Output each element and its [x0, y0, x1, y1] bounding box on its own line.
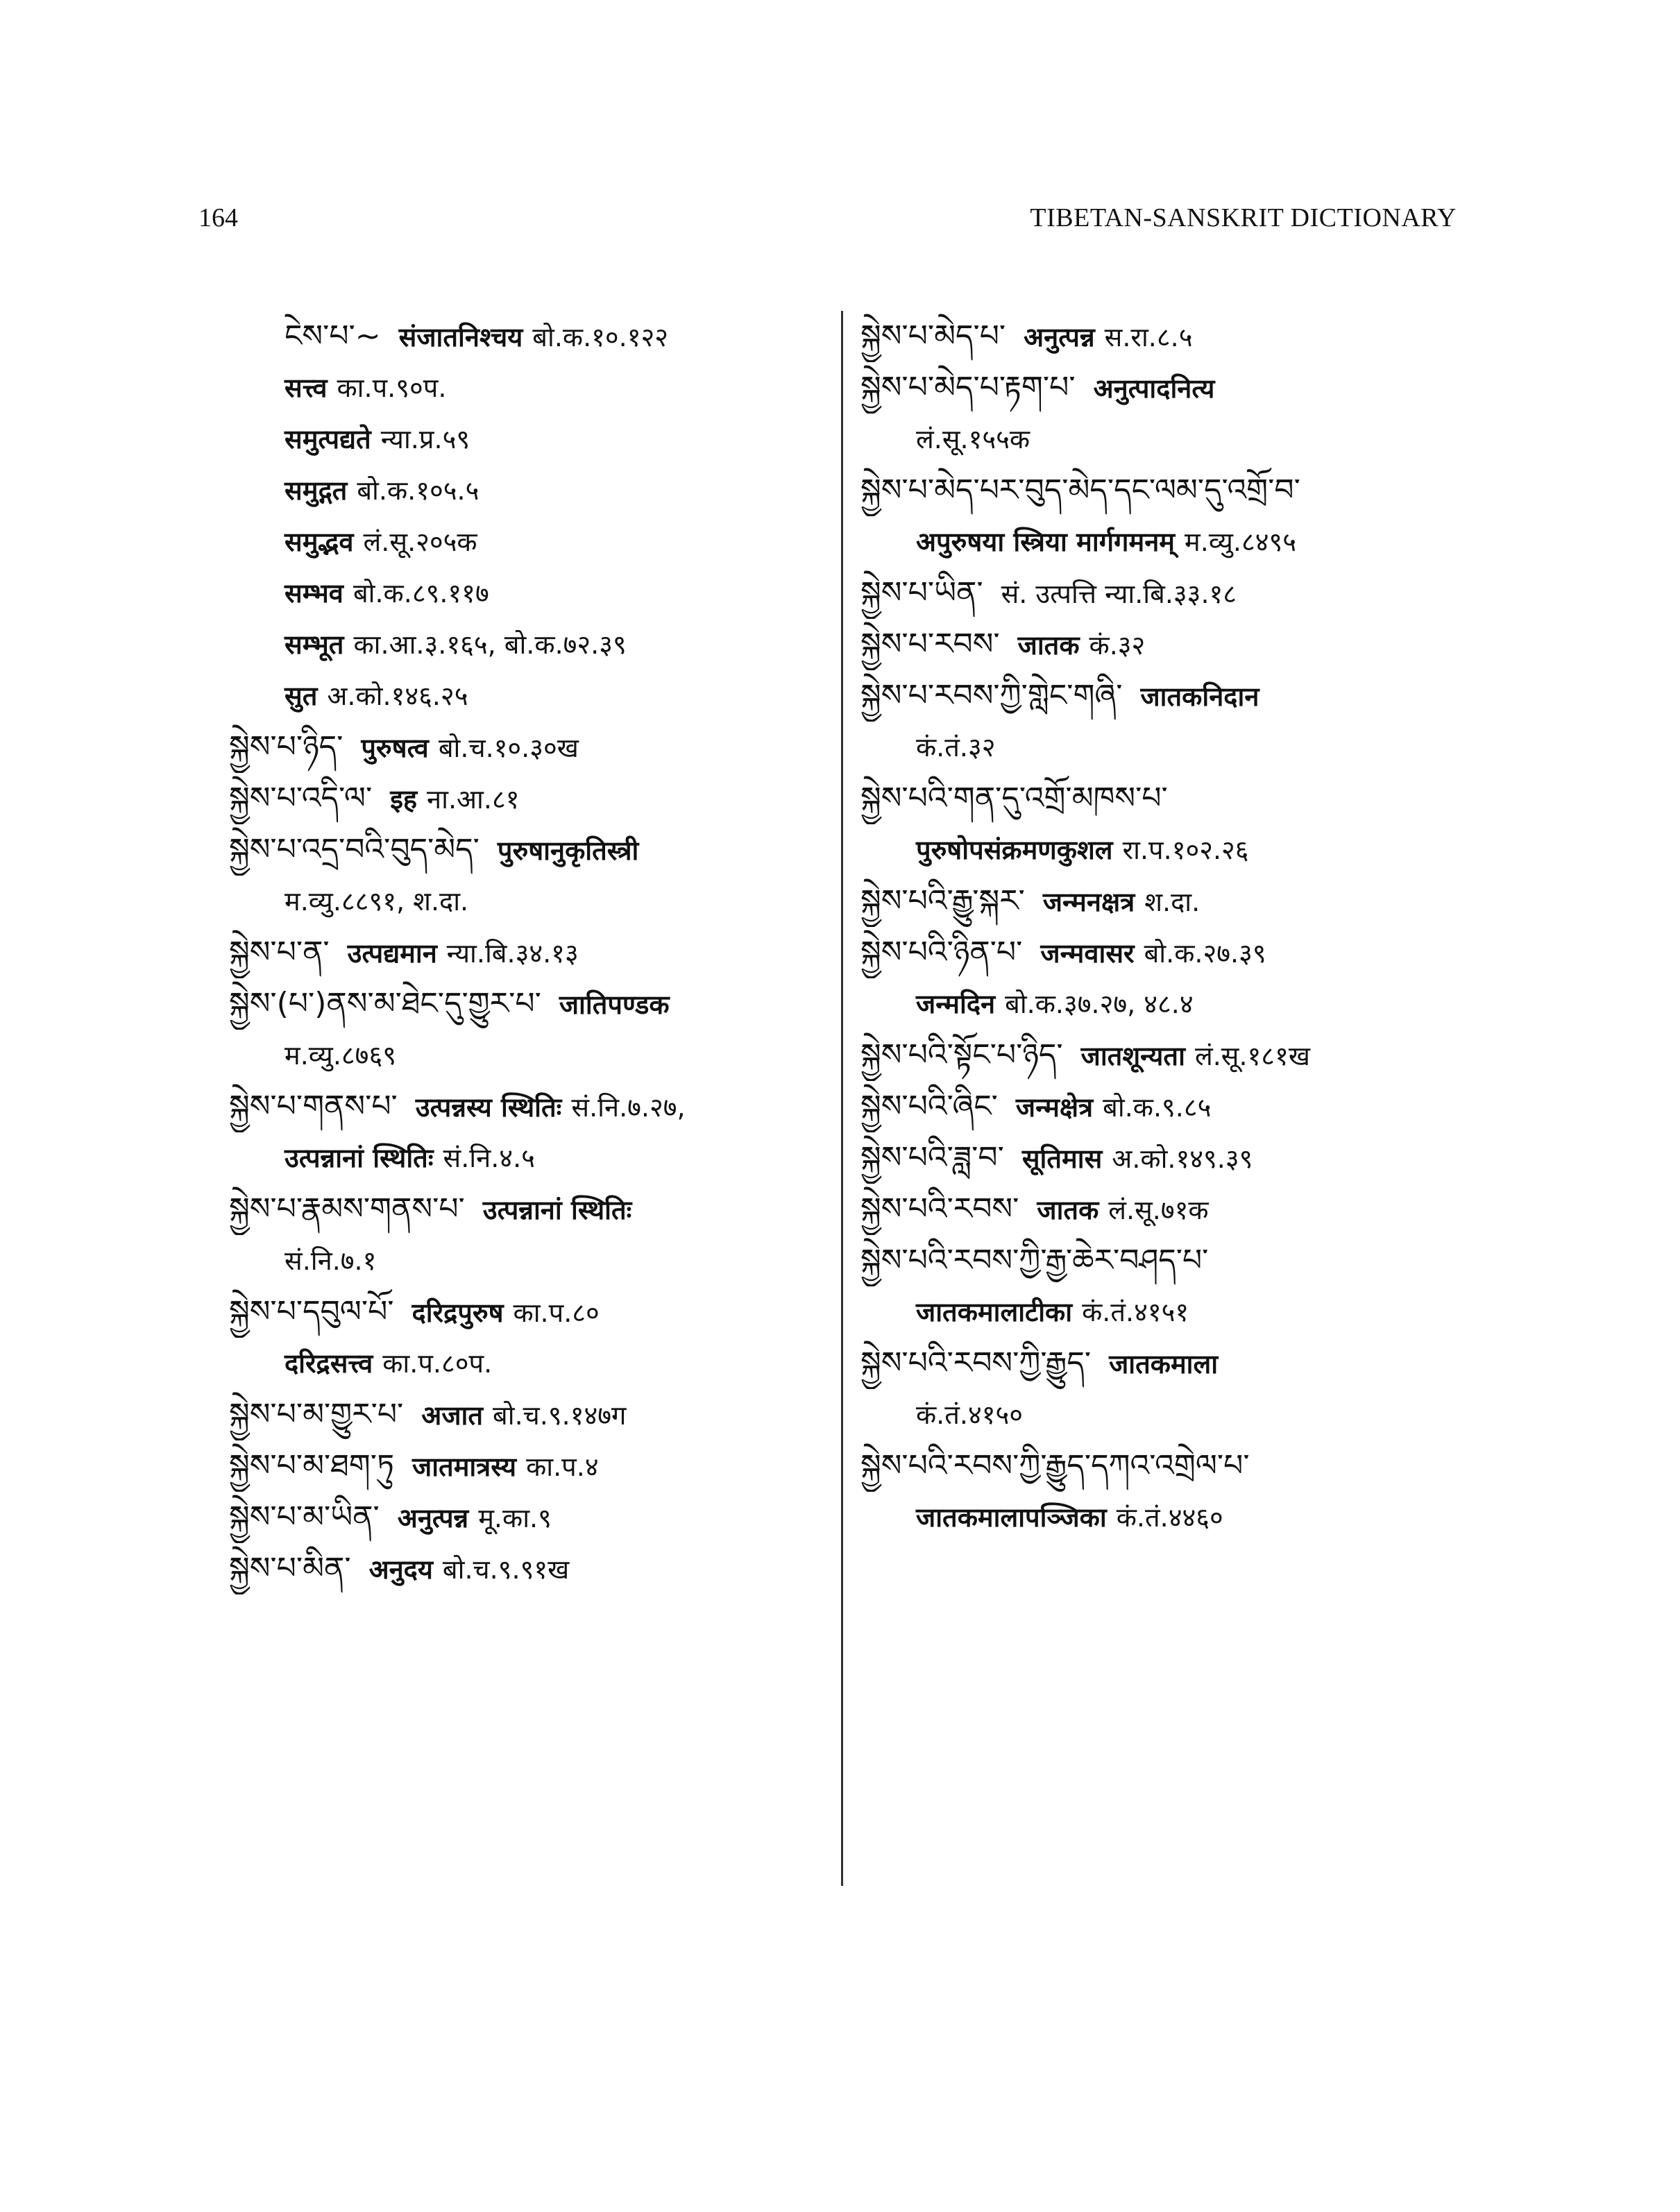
sanskrit-equivalent: दरिद्रपुरुष — [411, 1298, 504, 1328]
sanskrit-equivalent: पुरुषानुकृतिस्त्री — [497, 835, 639, 866]
sanskrit-equivalent: सम्भव — [285, 578, 343, 609]
tibetan-headword: སྐྱེས་པའི་རྒྱུ་སྐར་ — [860, 883, 1025, 919]
dictionary-line — [860, 1286, 1471, 1338]
dictionary-line — [229, 773, 826, 824]
source-reference: का.आ.३.१६५, बो.क.७२.३९ — [353, 629, 627, 660]
source-reference: मू.का.९ — [478, 1503, 552, 1533]
sanskrit-equivalent: पुरुषत्व — [361, 733, 429, 763]
source-reference: लं.सू.१५५क — [916, 424, 1030, 454]
source-reference: म.व्यु.८८९१, श.दा. — [285, 886, 469, 917]
tibetan-headword: སྐྱེས་པ་མེད་པ་ — [860, 318, 1006, 354]
dictionary-line — [860, 465, 1471, 516]
dictionary-line — [860, 824, 1471, 876]
dictionary-line — [229, 1132, 826, 1184]
source-reference: म.व्यु.८४९५ — [1185, 527, 1296, 557]
tibetan-headword: སྐྱེས་(པ་)ནས་མ་ཐེང་དུ་གྱུར་པ་ — [229, 986, 541, 1021]
source-reference: कं.तं.४४६० — [1116, 1502, 1223, 1533]
source-reference: ना.आ.८१ — [427, 784, 520, 815]
page-number: 164 — [198, 203, 238, 232]
dictionary-line — [860, 1132, 1471, 1184]
sanskrit-equivalent: अनुत्पन्न — [397, 1503, 469, 1533]
dictionary-line — [229, 1338, 826, 1389]
dictionary-line — [860, 722, 1471, 773]
tibetan-headword: སྐྱེས་པའི་ཞིང་ — [860, 1089, 998, 1124]
source-reference: बो.क.३७.२७, ४८.४ — [1005, 989, 1194, 1019]
sanskrit-equivalent: जन्मवासर — [1040, 938, 1135, 969]
source-reference: रा.प.१०२.२६ — [1122, 835, 1249, 865]
dictionary-line — [860, 619, 1471, 670]
dictionary-line — [860, 1030, 1471, 1081]
sanskrit-equivalent: उत्पद्यमान — [347, 938, 437, 969]
dictionary-line — [860, 1440, 1471, 1492]
source-reference: लं.सू.७१क — [1108, 1195, 1209, 1225]
source-reference: कं.तं.४१५० — [916, 1399, 1024, 1430]
dictionary-line — [860, 773, 1471, 824]
tibetan-headword: སྐྱེས་པའི་ཟླ་བ་ — [860, 1140, 1004, 1175]
dictionary-line — [229, 516, 826, 568]
tibetan-headword: སྐྱེས་པའི་སྟོང་པ་ཉིད་ — [860, 1037, 1063, 1073]
dictionary-line — [229, 1286, 826, 1338]
dictionary-line — [860, 311, 1471, 362]
dictionary-line — [229, 1184, 826, 1235]
dictionary-line — [860, 1184, 1471, 1235]
tibetan-headword: སྐྱེས་པ་རྣམས་གནས་པ་ — [229, 1191, 465, 1227]
dictionary-line — [229, 414, 826, 465]
dictionary-line — [229, 978, 826, 1030]
sanskrit-equivalent: जन्मदिन — [916, 989, 996, 1019]
source-reference: बो.क.१०.१२२ — [532, 322, 669, 352]
sanskrit-equivalent: पुरुषोपसंक्रमणकुशल — [916, 835, 1113, 865]
right-column — [860, 311, 1471, 1543]
sanskrit-equivalent: जातमात्रस्य — [412, 1452, 517, 1482]
source-reference: कं.३२ — [1089, 630, 1146, 661]
source-reference: कं.तं.३२ — [916, 732, 996, 763]
dictionary-line — [229, 1235, 826, 1286]
sanskrit-equivalent: जन्मनक्षत्र — [1042, 887, 1135, 917]
tibetan-headword: སྐྱེས་པའི་རབས་ཀྱི་རྒྱ་ཆེར་བཤད་པ་ — [860, 1243, 1209, 1278]
sanskrit-equivalent: जन्मक्षेत्र — [1015, 1092, 1094, 1123]
sanskrit-equivalent: जातकमालापञ्जिका — [916, 1502, 1107, 1533]
dictionary-line — [229, 670, 826, 722]
source-reference: बो.च.९.९१ख — [442, 1554, 570, 1585]
source-reference: बो.क.२७.३९ — [1144, 938, 1266, 969]
sanskrit-equivalent: समुद्भव — [285, 527, 354, 557]
sanskrit-equivalent: जातकमाला — [1109, 1349, 1219, 1379]
tibetan-headword: སྐྱེས་པ་རབས་ — [860, 627, 1000, 662]
dictionary-line — [860, 414, 1471, 465]
dictionary-line — [860, 670, 1471, 722]
source-reference: सं. उत्पत्ति न्या.बि.३३.१८ — [1001, 579, 1237, 609]
tibetan-headword: སྐྱེས་པ་དབུལ་པོ་ — [229, 1294, 394, 1329]
dictionary-line — [860, 568, 1471, 619]
dictionary-line — [860, 978, 1471, 1030]
sanskrit-equivalent: जातक — [1017, 630, 1080, 661]
sanskrit-equivalent: संजातनिश्चय — [398, 322, 523, 352]
dictionary-line — [229, 311, 826, 362]
running-head: TIBETAN-SANSKRIT DICTIONARY — [1030, 203, 1457, 232]
dictionary-line — [229, 927, 826, 978]
tibetan-headword: སྐྱེས་པའི་རབས་ཀྱི་རྒྱུད་དཀའ་འགྲེལ་པ་ — [860, 1448, 1250, 1483]
tibetan-headword: སྐྱེས་པ་མེད་པ་རྟག་པ་ — [860, 370, 1076, 405]
dictionary-line — [229, 876, 826, 927]
sanskrit-equivalent: उत्पन्नानां स्थितिः — [285, 1143, 434, 1173]
tibetan-headword: སྐྱེས་པའི་གན་དུ་འགྲོ་མཁས་པ་ — [860, 781, 1168, 816]
sanskrit-equivalent: उत्पन्नस्य स्थितिः — [415, 1092, 562, 1123]
tibetan-headword: སྐྱེས་པ་གནས་པ་ — [229, 1089, 398, 1124]
source-reference: म.व्यु.८७६९ — [285, 1040, 396, 1071]
dictionary-line — [860, 1081, 1471, 1132]
column-divider — [841, 311, 843, 1886]
sanskrit-equivalent: अपुरुषया स्त्रिया मार्गगमनम् — [916, 527, 1176, 557]
dictionary-line — [229, 722, 826, 773]
dictionary-line — [860, 1389, 1471, 1440]
dictionary-line — [860, 876, 1471, 927]
source-reference: स.रा.८.५ — [1104, 322, 1193, 352]
tibetan-headword: སྐྱེས་པའི་རབས་ཀྱི་རྒྱུད་ — [860, 1345, 1092, 1381]
sanskrit-equivalent: सुत — [285, 681, 318, 711]
sanskrit-equivalent: दरिद्रसत्त्व — [285, 1348, 373, 1379]
source-reference: लं.सू.१८१ख — [1194, 1041, 1310, 1071]
dictionary-line — [860, 1492, 1471, 1543]
sanskrit-equivalent: जातिपण्डक — [559, 989, 670, 1020]
source-reference: बो.च.९.१४७ग — [493, 1400, 627, 1431]
dictionary-line — [229, 619, 826, 670]
dictionary-line — [229, 465, 826, 516]
dictionary-line — [860, 927, 1471, 978]
source-reference: लं.सू.२०५क — [363, 527, 477, 557]
tibetan-headword: སྐྱེས་པ་མེད་པར་བུད་མེད་དང་ལམ་དུ་འགྲོ་བ་ — [860, 473, 1300, 508]
dictionary-line — [229, 1492, 826, 1543]
sanskrit-equivalent: समुत्पद्यते — [285, 424, 371, 454]
tibetan-headword: སྐྱེས་པ་འདི་ལ་ — [229, 781, 373, 816]
dictionary-line — [229, 1030, 826, 1081]
dictionary-line — [229, 1081, 826, 1132]
source-reference: का.प.८०प. — [382, 1348, 493, 1379]
sanskrit-equivalent: जातकनिदान — [1140, 681, 1259, 712]
tibetan-headword: སྐྱེས་པའི་ཉིན་པ་ — [860, 935, 1023, 970]
sanskrit-equivalent: जातक — [1037, 1195, 1099, 1225]
sanskrit-equivalent: उत्पन्नानां स्थितिः — [482, 1195, 632, 1225]
dictionary-line — [229, 824, 826, 876]
sanskrit-equivalent: सूतिमास — [1021, 1143, 1103, 1174]
source-reference: अ.को.१४६.२५ — [327, 681, 468, 711]
source-reference: का.प.९०प. — [337, 373, 447, 403]
tibetan-headword: ངེས་པ་~ — [285, 318, 381, 354]
sanskrit-equivalent: जातशून्यता — [1080, 1041, 1185, 1071]
sanskrit-equivalent: सम्भूत — [285, 629, 344, 660]
source-reference: सं.नि.४.५ — [443, 1143, 535, 1173]
source-reference: बो.क.८९.११७ — [353, 578, 489, 609]
tibetan-headword: སྐྱེས་པ་འདྲ་བའི་བུད་མེད་ — [229, 832, 480, 867]
sanskrit-equivalent: अनुत्पन्न — [1024, 322, 1095, 352]
source-reference: सं.नि.७.२७, — [571, 1092, 686, 1123]
source-reference: बो.च.१०.३०ख — [438, 733, 579, 763]
dictionary-line — [860, 1338, 1471, 1389]
tibetan-headword: སྐྱེས་པ་རབས་ཀྱི་གླེང་གཞི་ — [860, 678, 1123, 713]
source-reference: न्या.प्र.५९ — [380, 424, 470, 454]
source-reference: श.दा. — [1144, 887, 1200, 917]
source-reference: का.प.८० — [513, 1298, 600, 1328]
tibetan-headword: སྐྱེས་པ་མ་གྱུར་པ་ — [229, 1397, 404, 1432]
sanskrit-equivalent: सत्त्व — [285, 373, 328, 403]
source-reference: अ.को.१४९.३९ — [1112, 1143, 1253, 1174]
tibetan-headword: སྐྱེས་པ་ཉིད་ — [229, 729, 343, 765]
source-reference: का.प.४ — [526, 1452, 599, 1482]
left-column — [229, 311, 826, 1594]
source-reference: सं.नि.७.१ — [285, 1245, 377, 1276]
dictionary-line — [229, 1389, 826, 1440]
dictionary-line — [229, 1440, 826, 1492]
tibetan-headword: སྐྱེས་པ་མིན་ — [229, 1551, 351, 1586]
sanskrit-equivalent: जातकमालाटीका — [916, 1297, 1073, 1327]
sanskrit-equivalent: अनुदय — [368, 1554, 433, 1585]
sanskrit-equivalent: अनुत्पादनित्य — [1093, 373, 1215, 404]
dictionary-line — [860, 1235, 1471, 1286]
sanskrit-equivalent: अजात — [421, 1400, 484, 1431]
dictionary-line — [229, 568, 826, 619]
sanskrit-equivalent: इह — [390, 784, 418, 815]
source-reference: बो.क.१०५.५ — [357, 475, 480, 506]
tibetan-headword: སྐྱེས་པ་མ་ཡིན་ — [229, 1499, 380, 1535]
dictionary-line — [229, 1543, 826, 1594]
dictionary-line — [229, 362, 826, 414]
source-reference: बो.क.९.८५ — [1103, 1092, 1212, 1123]
tibetan-headword: སྐྱེས་པ་ན་ — [229, 935, 330, 970]
source-reference: कं.तं.४१५१ — [1082, 1297, 1189, 1327]
dictionary-line — [860, 516, 1471, 568]
tibetan-headword: སྐྱེས་པ་ཡིན་ — [860, 575, 983, 611]
tibetan-headword: སྐྱེས་པ་མ་ཐག་ཏུ — [229, 1448, 394, 1483]
sanskrit-equivalent: समुद्गत — [285, 475, 348, 506]
dictionary-line — [860, 362, 1471, 414]
source-reference: न्या.बि.३४.१३ — [446, 938, 579, 969]
tibetan-headword: སྐྱེས་པའི་རབས་ — [860, 1191, 1019, 1227]
